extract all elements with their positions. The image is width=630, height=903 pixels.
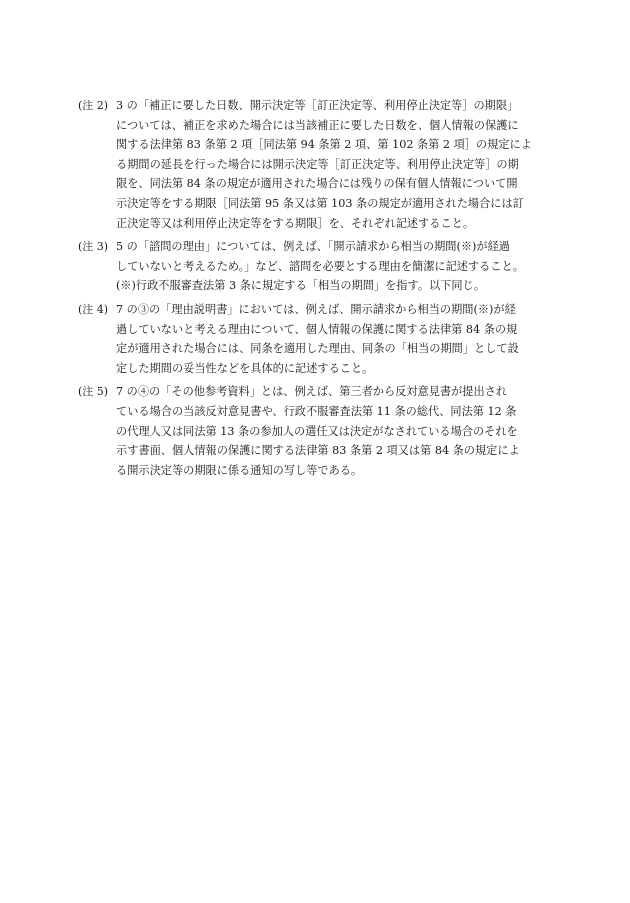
note-line: 7 の③の「理由説明書」においては、例えば、開示請求から相当の期間(※)が経	[116, 302, 516, 316]
note-line: る期間の延長を行った場合には開示決定等［訂正決定等、利用停止決定等］の期	[116, 157, 519, 171]
note-label: (注 2)	[78, 99, 109, 112]
note-line: 示す書面、個人情報の保護に関する法律第 83 条第 2 項又は第 84 条の規定によ	[116, 444, 520, 458]
note-item	[78, 300, 556, 378]
note-line: 正決定等又は利用停止決定等をする期限］を、それぞれ記述すること。	[116, 216, 475, 230]
note-line: ている場合の当該反対意見書や、行政不服審査法第 11 条の総代、同法第 12 条	[116, 404, 517, 418]
note-line: 限を、同法第 84 条の規定が適用された場合には残りの保有個人情報について開	[116, 177, 518, 191]
note-line: 3 の「補正に要した日数、開示決定等［訂正決定等、利用停止決定等］の期限」	[116, 99, 519, 112]
note-body	[116, 96, 556, 233]
note-line: 過していないと考える理由について、個人情報の保護に関する法律第 84 条の規	[116, 322, 518, 336]
note-line: 関する法律第 83 条第 2 項［同法第 94 条第 2 項、第 102 条第 2 項］の規定によ	[116, 138, 532, 152]
note-label: (注 3)	[78, 240, 109, 254]
note-line: る開示決定等の期限に係る通知の写し等である。	[116, 463, 363, 477]
note-line: 定が適用された場合には、同条を適用した理由、同条の「相当の期間」として設	[116, 342, 519, 356]
note-item	[78, 237, 556, 296]
note-line: 定した期間の妥当性などを具体的に記述すること。	[116, 361, 374, 375]
note-body	[116, 300, 556, 378]
note-line: の代理人又は同法第 13 条の参加人の選任又は決定がなされている場合のそれを	[116, 424, 518, 438]
note-label: (注 4)	[78, 302, 109, 316]
note-line: については、補正を求めた場合には当該補正に要した日数を、個人情報の保護に	[116, 118, 519, 132]
note-line: 5 の「諮問の理由」については、例えば、「開示請求から相当の期間(※)が経過	[116, 240, 510, 254]
note-item	[78, 382, 556, 480]
note-line: (※)行政不服審査法第 3 条に規定する「相当の期間」を指す。以下同じ。	[116, 279, 485, 293]
note-body	[116, 237, 556, 296]
note-line: 示決定等をする期限［同法第 95 条又は第 103 条の規定が適用された場合には訂	[116, 196, 524, 210]
notes-list	[78, 96, 556, 480]
note-body	[116, 382, 556, 480]
note-item	[78, 96, 556, 233]
note-label: (注 5)	[78, 385, 109, 399]
note-line: 7 の④の「その他参考資料」とは、例えば、第三者から反対意見書が提出され	[116, 385, 508, 399]
note-line: していないと考えるため。」など、諮問を必要とする理由を簡潔に記述すること。	[116, 259, 524, 273]
